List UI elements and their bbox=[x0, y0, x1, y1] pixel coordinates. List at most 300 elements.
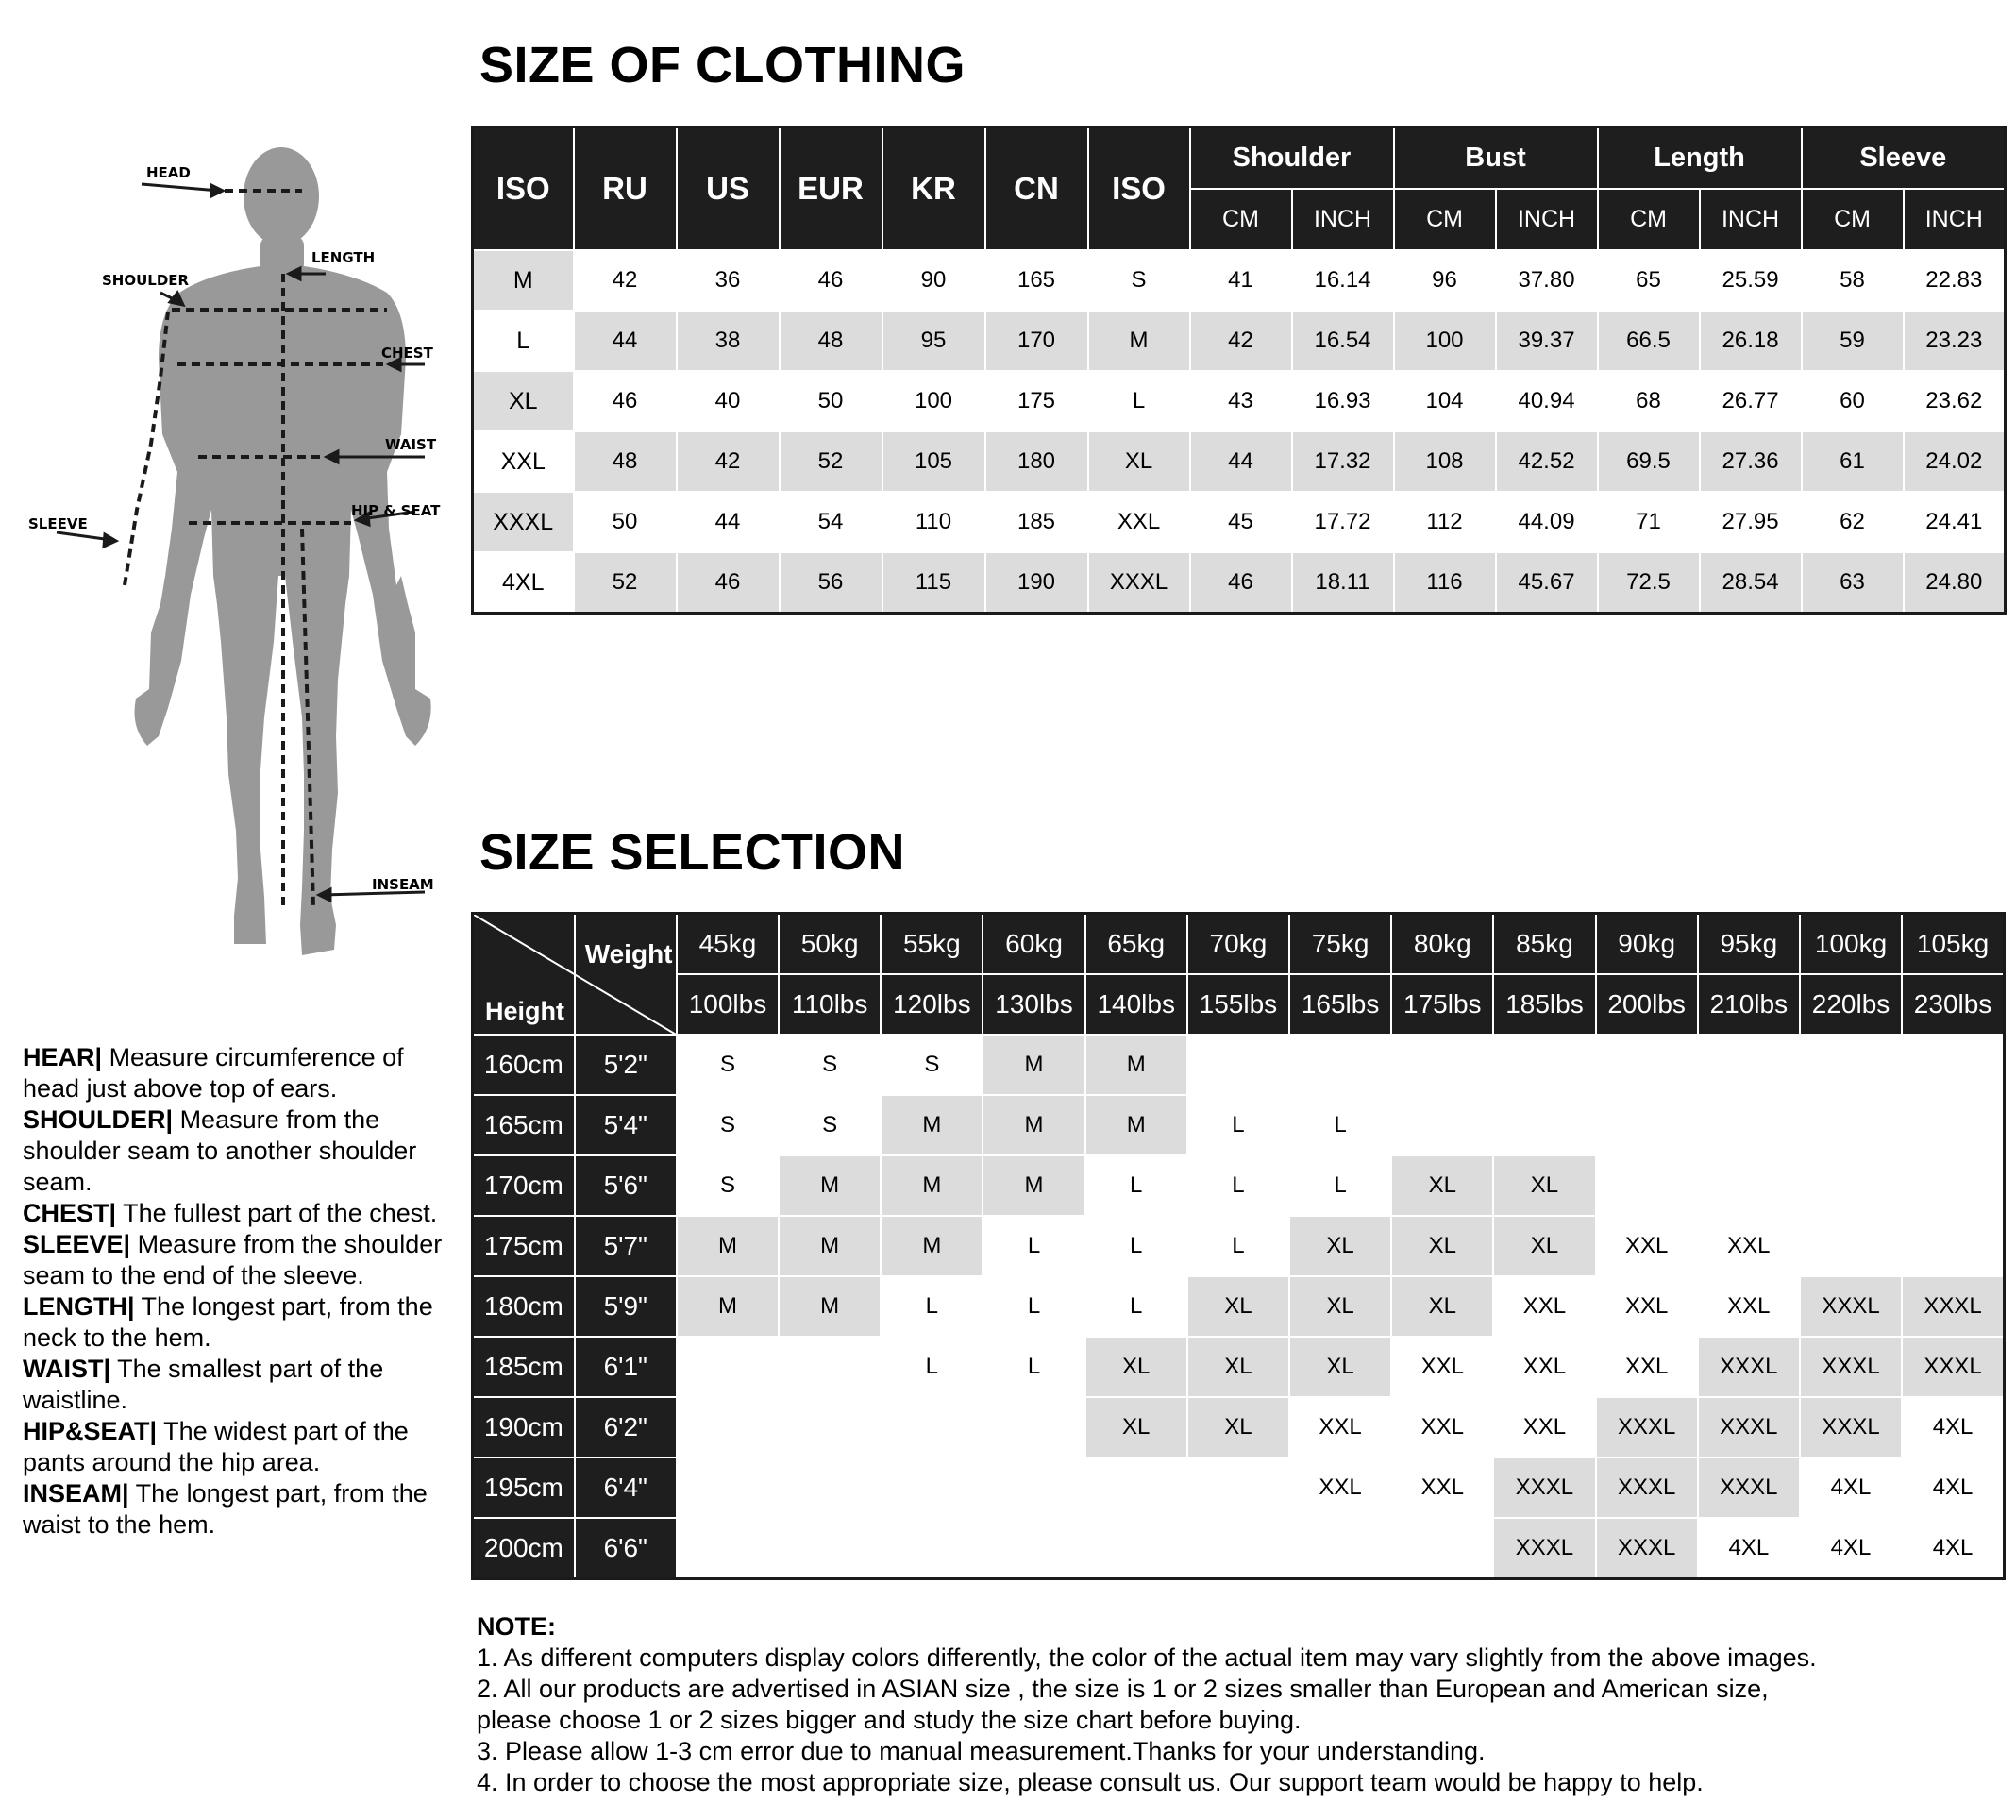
size-recommendation-cell bbox=[983, 1518, 1084, 1579]
label-length: LENGTH bbox=[311, 249, 376, 266]
size-recommendation-cell: 4XL bbox=[1902, 1518, 2004, 1579]
table-cell: 95 bbox=[882, 311, 985, 371]
header-shoulder-inch: INCH bbox=[1292, 189, 1394, 250]
table-cell: 59 bbox=[1802, 311, 1904, 371]
table-cell: 43 bbox=[1190, 371, 1292, 431]
size-recommendation-cell bbox=[1289, 1518, 1391, 1579]
size-recommendation-cell bbox=[1902, 1095, 2004, 1155]
table-cell: 90 bbox=[882, 250, 985, 311]
table-row bbox=[473, 431, 2006, 492]
header-cn: CN bbox=[985, 127, 1088, 251]
note-line: 3. Please allow 1-3 cm error due to manual measurement.Thanks for your understanding. bbox=[477, 1737, 1486, 1765]
table-cell: 100 bbox=[882, 371, 985, 431]
table-cell: 27.95 bbox=[1700, 492, 1802, 552]
measurement-definition bbox=[23, 1416, 466, 1478]
size-recommendation-cell bbox=[983, 1458, 1084, 1518]
size-recommendation-cell: XXL bbox=[1596, 1276, 1698, 1337]
table-row bbox=[473, 250, 2006, 311]
measurement-description: Measure circumference of head just above top of ears. bbox=[23, 1043, 404, 1103]
size-recommendation-cell bbox=[1391, 1035, 1493, 1095]
table-cell: 62 bbox=[1802, 492, 1904, 552]
table-cell: 56 bbox=[780, 552, 882, 614]
size-recommendation-cell: XXXL bbox=[1800, 1337, 1902, 1397]
table-cell: 110 bbox=[882, 492, 985, 552]
weight-lbs-header: 175lbs bbox=[1391, 974, 1493, 1035]
size-recommendation-cell: XL bbox=[1085, 1337, 1187, 1397]
diagonal-divider-2 bbox=[576, 915, 677, 1035]
height-ft-cell: 6'2" bbox=[575, 1397, 677, 1458]
header-eur: EUR bbox=[780, 127, 882, 251]
note-line: 2. All our products are advertised in ASIAN size , the size is 1 or 2 sizes smaller than European and American size, bbox=[477, 1675, 1769, 1703]
table-row bbox=[473, 492, 2006, 552]
size-recommendation-cell: XXL bbox=[1391, 1337, 1493, 1397]
table-cell: 40.94 bbox=[1496, 371, 1598, 431]
size-recommendation-cell bbox=[1596, 1095, 1698, 1155]
table-cell: 69.5 bbox=[1598, 431, 1700, 492]
note-title: NOTE: bbox=[477, 1612, 556, 1641]
weight-lbs-row bbox=[473, 974, 2005, 1035]
table-cell: 26.77 bbox=[1700, 371, 1802, 431]
measurement-definition bbox=[23, 1354, 466, 1416]
measurement-definition bbox=[23, 1291, 466, 1354]
size-selection-table bbox=[471, 912, 2006, 1580]
measurement-definition bbox=[23, 1104, 466, 1198]
table-cell: 26.18 bbox=[1700, 311, 1802, 371]
header-length-inch: INCH bbox=[1700, 189, 1802, 250]
size-recommendation-cell: XXXL bbox=[1800, 1276, 1902, 1337]
size-recommendation-cell: XXXL bbox=[1902, 1276, 2004, 1337]
header-shoulder-cm: CM bbox=[1190, 189, 1292, 250]
table-cell: 96 bbox=[1394, 250, 1496, 311]
header-sleeve-cm: CM bbox=[1802, 189, 1904, 250]
size-recommendation-cell bbox=[1698, 1095, 1800, 1155]
size-recommendation-cell: XL bbox=[1391, 1216, 1493, 1276]
measurement-definition bbox=[23, 1042, 466, 1104]
height-weight-corner bbox=[473, 914, 575, 1036]
table-cell: 23.62 bbox=[1904, 371, 2006, 431]
size-recommendation-cell bbox=[779, 1458, 881, 1518]
table-cell: 61 bbox=[1802, 431, 1904, 492]
table-cell: 39.37 bbox=[1496, 311, 1598, 371]
size-recommendation-cell bbox=[1902, 1035, 2004, 1095]
size-recommendation-cell: XXXL bbox=[1493, 1458, 1595, 1518]
size-recommendation-cell: XXXL bbox=[1596, 1518, 1698, 1579]
size-recommendation-cell bbox=[1289, 1035, 1391, 1095]
table-cell: 112 bbox=[1394, 492, 1496, 552]
table-cell: 46 bbox=[574, 371, 677, 431]
weight-label: Weight bbox=[584, 939, 673, 969]
size-recommendation-cell: S bbox=[779, 1095, 881, 1155]
measurement-term: WAIST| bbox=[23, 1355, 111, 1383]
size-recommendation-cell: XL bbox=[1391, 1155, 1493, 1216]
selection-title: SIZE SELECTION bbox=[479, 824, 906, 881]
size-recommendation-cell: XXL bbox=[1289, 1397, 1391, 1458]
measurement-term: HEAR| bbox=[23, 1043, 103, 1071]
table-cell: 170 bbox=[985, 311, 1088, 371]
weight-lbs-header: 140lbs bbox=[1085, 974, 1187, 1035]
size-recommendation-cell bbox=[677, 1518, 779, 1579]
clothing-title: SIZE OF CLOTHING bbox=[479, 37, 966, 93]
size-recommendation-cell: L bbox=[983, 1337, 1084, 1397]
weight-kg-header: 105kg bbox=[1902, 914, 2004, 975]
height-ft-cell: 5'4" bbox=[575, 1095, 677, 1155]
size-recommendation-cell bbox=[779, 1337, 881, 1397]
size-recommendation-cell bbox=[1085, 1518, 1187, 1579]
table-cell: XXL bbox=[1088, 492, 1190, 552]
label-hip-seat: HIP & SEAT bbox=[351, 502, 441, 519]
measurement-term: HIP&SEAT| bbox=[23, 1417, 158, 1445]
table-cell: 45.67 bbox=[1496, 552, 1598, 614]
note-block bbox=[477, 1611, 2006, 1798]
table-cell: 100 bbox=[1394, 311, 1496, 371]
size-recommendation-cell: XXL bbox=[1698, 1216, 1800, 1276]
size-recommendation-cell bbox=[881, 1458, 983, 1518]
size-recommendation-cell bbox=[1493, 1035, 1595, 1095]
size-recommendation-cell bbox=[1493, 1095, 1595, 1155]
measurement-description: Measure from the shoulder seam to another shoulder seam. bbox=[23, 1105, 417, 1196]
table-cell: 58 bbox=[1802, 250, 1904, 311]
table-cell: 175 bbox=[985, 371, 1088, 431]
size-recommendation-cell: L bbox=[1085, 1276, 1187, 1337]
size-recommendation-cell: M bbox=[677, 1276, 779, 1337]
table-cell: 44 bbox=[677, 492, 780, 552]
size-recommendation-cell: L bbox=[1187, 1095, 1289, 1155]
table-cell: 60 bbox=[1802, 371, 1904, 431]
size-recommendation-cell: S bbox=[677, 1035, 779, 1095]
table-cell: 46 bbox=[677, 552, 780, 614]
size-recommendation-cell: L bbox=[1085, 1216, 1187, 1276]
table-cell: 42 bbox=[1190, 311, 1292, 371]
size-recommendation-cell bbox=[677, 1397, 779, 1458]
size-recommendation-cell: M bbox=[1085, 1035, 1187, 1095]
size-recommendation-cell: XL bbox=[1289, 1337, 1391, 1397]
table-cell: 68 bbox=[1598, 371, 1700, 431]
height-cm-cell: 175cm bbox=[473, 1216, 575, 1276]
table-row bbox=[473, 311, 2006, 371]
clothing-table-body bbox=[473, 250, 2006, 614]
weight-corner bbox=[575, 914, 677, 1036]
header-sleeve-inch: INCH bbox=[1904, 189, 2006, 250]
size-recommendation-cell: L bbox=[1289, 1155, 1391, 1216]
size-recommendation-cell: XXL bbox=[1493, 1397, 1595, 1458]
header-length: Length bbox=[1598, 127, 1802, 190]
height-cm-cell: 195cm bbox=[473, 1458, 575, 1518]
size-recommendation-cell: XXL bbox=[1493, 1337, 1595, 1397]
table-cell: 52 bbox=[780, 431, 882, 492]
table-cell: 44 bbox=[1190, 431, 1292, 492]
table-cell: L bbox=[1088, 371, 1190, 431]
size-recommendation-cell: S bbox=[677, 1155, 779, 1216]
table-row bbox=[473, 1216, 2005, 1276]
label-inseam: INSEAM bbox=[372, 876, 434, 893]
table-cell: 185 bbox=[985, 492, 1088, 552]
size-recommendation-cell bbox=[1391, 1095, 1493, 1155]
weight-kg-header: 65kg bbox=[1085, 914, 1187, 975]
header-sleeve: Sleeve bbox=[1802, 127, 2006, 190]
table-cell: 66.5 bbox=[1598, 311, 1700, 371]
height-cm-cell: 170cm bbox=[473, 1155, 575, 1216]
size-recommendation-cell: XXXL bbox=[1698, 1397, 1800, 1458]
weight-lbs-header: 100lbs bbox=[677, 974, 779, 1035]
size-recommendation-cell: L bbox=[1289, 1095, 1391, 1155]
size-recommendation-cell: XXXL bbox=[1902, 1337, 2004, 1397]
label-sleeve: SLEEVE bbox=[28, 515, 88, 532]
table-cell: 16.14 bbox=[1292, 250, 1394, 311]
weight-lbs-header: 200lbs bbox=[1596, 974, 1698, 1035]
weight-kg-header: 80kg bbox=[1391, 914, 1493, 975]
table-row bbox=[473, 1337, 2005, 1397]
size-recommendation-cell: XXXL bbox=[1596, 1397, 1698, 1458]
size-recommendation-cell: 4XL bbox=[1800, 1458, 1902, 1518]
size-recommendation-cell: XL bbox=[1187, 1276, 1289, 1337]
size-recommendation-cell: L bbox=[1085, 1155, 1187, 1216]
header-bust: Bust bbox=[1394, 127, 1598, 190]
table-cell: 105 bbox=[882, 431, 985, 492]
size-recommendation-cell bbox=[1800, 1035, 1902, 1095]
height-ft-cell: 5'7" bbox=[575, 1216, 677, 1276]
table-cell: 36 bbox=[677, 250, 780, 311]
table-cell: 44 bbox=[574, 311, 677, 371]
selection-table-body bbox=[473, 1035, 2005, 1579]
size-recommendation-cell: M bbox=[1085, 1095, 1187, 1155]
table-cell: 42 bbox=[574, 250, 677, 311]
table-cell: 48 bbox=[574, 431, 677, 492]
table-cell: 23.23 bbox=[1904, 311, 2006, 371]
size-recommendation-cell bbox=[779, 1397, 881, 1458]
weight-kg-header: 100kg bbox=[1800, 914, 1902, 975]
table-cell: 16.93 bbox=[1292, 371, 1394, 431]
size-recommendation-cell: M bbox=[677, 1216, 779, 1276]
table-cell: 38 bbox=[677, 311, 780, 371]
height-ft-cell: 6'4" bbox=[575, 1458, 677, 1518]
size-recommendation-cell: M bbox=[881, 1216, 983, 1276]
size-recommendation-cell: S bbox=[881, 1035, 983, 1095]
size-recommendation-cell: XL bbox=[1289, 1276, 1391, 1337]
size-recommendation-cell: XXL bbox=[1493, 1276, 1595, 1337]
size-recommendation-cell: L bbox=[881, 1337, 983, 1397]
measurement-definition bbox=[23, 1198, 466, 1229]
size-recommendation-cell bbox=[1187, 1458, 1289, 1518]
measurement-description: The smallest part of the waistline. bbox=[23, 1355, 384, 1414]
weight-lbs-header: 110lbs bbox=[779, 974, 881, 1035]
size-recommendation-cell: XXL bbox=[1596, 1216, 1698, 1276]
size-recommendation-cell: M bbox=[983, 1095, 1084, 1155]
size-cell: 4XL bbox=[473, 552, 574, 614]
table-cell: 52 bbox=[574, 552, 677, 614]
table-row bbox=[473, 1458, 2005, 1518]
size-recommendation-cell: XL bbox=[1493, 1216, 1595, 1276]
size-recommendation-cell bbox=[1902, 1216, 2004, 1276]
header-bust-cm: CM bbox=[1394, 189, 1496, 250]
weight-kg-header: 85kg bbox=[1493, 914, 1595, 975]
weight-kg-header: 90kg bbox=[1596, 914, 1698, 975]
weight-lbs-header: 220lbs bbox=[1800, 974, 1902, 1035]
size-recommendation-cell bbox=[1187, 1518, 1289, 1579]
size-recommendation-cell: XL bbox=[1391, 1276, 1493, 1337]
size-recommendation-cell: M bbox=[779, 1155, 881, 1216]
table-cell: XL bbox=[1088, 431, 1190, 492]
table-cell: 16.54 bbox=[1292, 311, 1394, 371]
label-waist: WAIST bbox=[385, 436, 437, 453]
table-cell: 54 bbox=[780, 492, 882, 552]
table-cell: 71 bbox=[1598, 492, 1700, 552]
note-line: please choose 1 or 2 sizes bigger and study the size chart before buying. bbox=[477, 1706, 1302, 1734]
note-line: 4. In order to choose the most appropriate size, please consult us. Our support team would be happy to help. bbox=[477, 1768, 1704, 1796]
table-cell: 45 bbox=[1190, 492, 1292, 552]
table-cell: 25.59 bbox=[1700, 250, 1802, 311]
measurement-description: The fullest part of the chest. bbox=[116, 1199, 438, 1227]
label-shoulder: SHOULDER bbox=[102, 272, 190, 289]
size-recommendation-cell bbox=[1698, 1035, 1800, 1095]
size-recommendation-cell bbox=[881, 1518, 983, 1579]
table-cell: 17.32 bbox=[1292, 431, 1394, 492]
size-recommendation-cell: XXXL bbox=[1698, 1337, 1800, 1397]
table-row bbox=[473, 1397, 2005, 1458]
measurement-definitions bbox=[23, 1042, 466, 1541]
header-shoulder: Shoulder bbox=[1190, 127, 1394, 190]
size-recommendation-cell bbox=[1596, 1155, 1698, 1216]
header-length-cm: CM bbox=[1598, 189, 1700, 250]
header-bust-inch: INCH bbox=[1496, 189, 1598, 250]
weight-kg-header: 50kg bbox=[779, 914, 881, 975]
size-recommendation-cell: 4XL bbox=[1902, 1458, 2004, 1518]
size-recommendation-cell: XL bbox=[1085, 1397, 1187, 1458]
measurement-term: SHOULDER| bbox=[23, 1105, 174, 1134]
table-cell: 63 bbox=[1802, 552, 1904, 614]
weight-lbs-header: 130lbs bbox=[983, 974, 1084, 1035]
height-cm-cell: 180cm bbox=[473, 1276, 575, 1337]
table-cell: 24.41 bbox=[1904, 492, 2006, 552]
measurement-term: LENGTH| bbox=[23, 1292, 135, 1321]
table-cell: 72.5 bbox=[1598, 552, 1700, 614]
weight-lbs-header: 120lbs bbox=[881, 974, 983, 1035]
weight-lbs-header: 230lbs bbox=[1902, 974, 2004, 1035]
size-cell: L bbox=[473, 311, 574, 371]
label-chest: CHEST bbox=[381, 345, 433, 362]
table-cell: 50 bbox=[780, 371, 882, 431]
table-row bbox=[473, 1518, 2005, 1579]
table-cell: 41 bbox=[1190, 250, 1292, 311]
height-ft-cell: 6'6" bbox=[575, 1518, 677, 1579]
size-recommendation-cell: XL bbox=[1187, 1397, 1289, 1458]
size-recommendation-cell bbox=[1800, 1216, 1902, 1276]
size-recommendation-cell: S bbox=[779, 1035, 881, 1095]
table-cell: 24.02 bbox=[1904, 431, 2006, 492]
table-cell: 116 bbox=[1394, 552, 1496, 614]
height-cm-cell: 190cm bbox=[473, 1397, 575, 1458]
weight-kg-header: 45kg bbox=[677, 914, 779, 975]
size-recommendation-cell: L bbox=[983, 1216, 1084, 1276]
body-measurement-figure bbox=[19, 132, 462, 972]
note-lines bbox=[477, 1643, 2006, 1798]
size-recommendation-cell: XXL bbox=[1391, 1397, 1493, 1458]
note-line: 1. As different computers display colors differently, the color of the actual item may vary slightly from the above images. bbox=[477, 1643, 1817, 1672]
size-recommendation-cell: 4XL bbox=[1698, 1518, 1800, 1579]
size-recommendation-cell: S bbox=[677, 1095, 779, 1155]
height-cm-cell: 200cm bbox=[473, 1518, 575, 1579]
size-cell: XXL bbox=[473, 431, 574, 492]
size-recommendation-cell: XXXL bbox=[1698, 1458, 1800, 1518]
table-cell: 42 bbox=[677, 431, 780, 492]
weight-lbs-header: 210lbs bbox=[1698, 974, 1800, 1035]
table-cell: 50 bbox=[574, 492, 677, 552]
weight-kg-header: 95kg bbox=[1698, 914, 1800, 975]
table-cell: 190 bbox=[985, 552, 1088, 614]
table-cell: 65 bbox=[1598, 250, 1700, 311]
weight-kg-header: 75kg bbox=[1289, 914, 1391, 975]
size-recommendation-cell bbox=[1085, 1458, 1187, 1518]
size-recommendation-cell bbox=[1596, 1035, 1698, 1095]
measurement-definition bbox=[23, 1229, 466, 1291]
measurement-description: The widest part of the pants around the hip area. bbox=[23, 1417, 409, 1476]
height-ft-cell: 5'9" bbox=[575, 1276, 677, 1337]
size-cell: XXXL bbox=[473, 492, 574, 552]
size-recommendation-cell: XXL bbox=[1596, 1337, 1698, 1397]
size-recommendation-cell: XXXL bbox=[1800, 1397, 1902, 1458]
size-recommendation-cell bbox=[1391, 1518, 1493, 1579]
weight-lbs-header: 185lbs bbox=[1493, 974, 1595, 1035]
table-row bbox=[473, 1155, 2005, 1216]
header-ru: RU bbox=[574, 127, 677, 251]
table-cell: 27.36 bbox=[1700, 431, 1802, 492]
size-recommendation-cell bbox=[881, 1397, 983, 1458]
size-recommendation-cell bbox=[779, 1518, 881, 1579]
height-ft-cell: 5'2" bbox=[575, 1035, 677, 1095]
table-cell: 48 bbox=[780, 311, 882, 371]
measurement-term: CHEST| bbox=[23, 1199, 117, 1227]
size-recommendation-cell: 4XL bbox=[1902, 1397, 2004, 1458]
table-cell: S bbox=[1088, 250, 1190, 311]
weight-kg-header: 60kg bbox=[983, 914, 1084, 975]
weight-kg-header: 70kg bbox=[1187, 914, 1289, 975]
table-cell: 18.11 bbox=[1292, 552, 1394, 614]
table-cell: 46 bbox=[780, 250, 882, 311]
height-cm-cell: 185cm bbox=[473, 1337, 575, 1397]
size-recommendation-cell: L bbox=[881, 1276, 983, 1337]
table-cell: 165 bbox=[985, 250, 1088, 311]
table-cell: 17.72 bbox=[1292, 492, 1394, 552]
size-cell: M bbox=[473, 250, 574, 311]
height-ft-cell: 6'1" bbox=[575, 1337, 677, 1397]
table-row bbox=[473, 1276, 2005, 1337]
header-iso-2: ISO bbox=[1088, 127, 1190, 251]
size-recommendation-cell: 4XL bbox=[1800, 1518, 1902, 1579]
size-recommendation-cell bbox=[983, 1397, 1084, 1458]
size-recommendation-cell: M bbox=[983, 1035, 1084, 1095]
weight-kg-header: 55kg bbox=[881, 914, 983, 975]
size-recommendation-cell bbox=[677, 1337, 779, 1397]
size-recommendation-cell: XXXL bbox=[1493, 1518, 1595, 1579]
table-cell: 44.09 bbox=[1496, 492, 1598, 552]
size-recommendation-cell: M bbox=[881, 1155, 983, 1216]
size-recommendation-cell: M bbox=[983, 1155, 1084, 1216]
table-cell: 37.80 bbox=[1496, 250, 1598, 311]
height-ft-cell: 5'6" bbox=[575, 1155, 677, 1216]
measurement-description: The longest part, from the neck to the hem. bbox=[23, 1292, 433, 1352]
table-cell: 28.54 bbox=[1700, 552, 1802, 614]
table-row bbox=[473, 1035, 2005, 1095]
size-cell: XL bbox=[473, 371, 574, 431]
header-us: US bbox=[677, 127, 780, 251]
size-recommendation-cell: M bbox=[779, 1276, 881, 1337]
size-recommendation-cell: XXL bbox=[1391, 1458, 1493, 1518]
clothing-size-table bbox=[471, 126, 2007, 615]
size-recommendation-cell: XL bbox=[1289, 1216, 1391, 1276]
size-recommendation-cell: L bbox=[983, 1276, 1084, 1337]
size-recommendation-cell bbox=[1698, 1155, 1800, 1216]
table-row bbox=[473, 371, 2006, 431]
table-cell: 104 bbox=[1394, 371, 1496, 431]
